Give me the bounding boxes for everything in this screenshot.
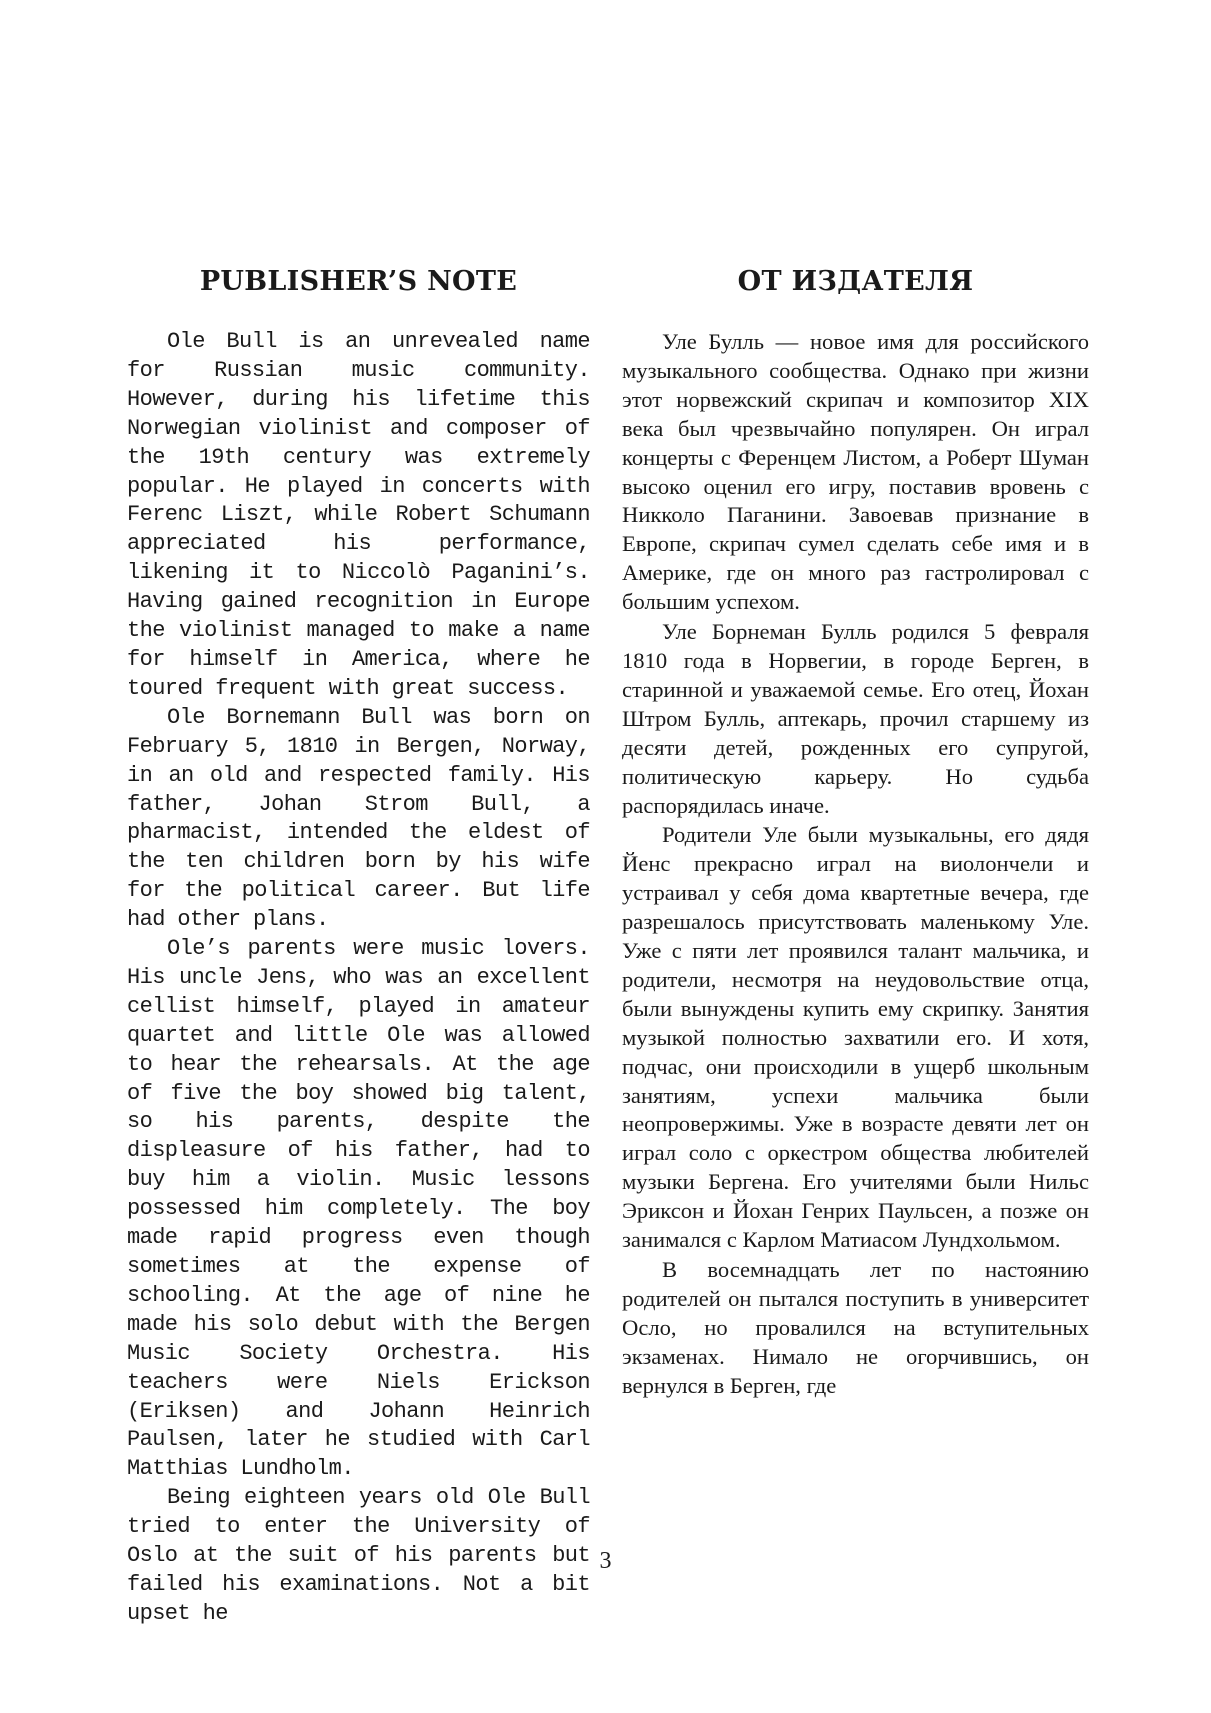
russian-paragraph-1: Уле Булль — новое имя для российского музыкального сообщества. Однако при жизни этот норвежский скрипач и композитор XIX века был чрезвычайно популярен. Он играл концерты с Ференцем Листом, а Роберт Шуман высоко оценил его игру, поставив вровень с Никколо Паганини. Завоевав признание в Европе, скрипач сумел сделать себе имя и в Америке, где он много раз гастролировал с большим успехом. [622,329,1089,615]
english-paragraph-2: Ole Bornemann Bull was born on February 5, 1810 in Bergen, Norway, in an old and respected family. His father, Johan Strom Bull, a pharmacist, intended the eldest of the ten children born by his wife for the political career. But life had other plans. [127,704,590,933]
english-column [127,262,590,1629]
russian-paragraph-2: Уле Борнеман Булль родился 5 февраля 1810 года в Норвегии, в городе Берген, в старинной и уважаемой семье. Его отец, Йохан Штром Булль, аптекарь, прочил старшему из десяти детей, рожденных его супругой, политическую карьеру. Но судьба распорядилась иначе. [622,619,1089,818]
page-number: 3 [599,1548,612,1574]
english-paragraph-3: Ole’s parents were music lovers. His uncle Jens, who was an excellent cellist himself, played in amateur quartet and little Ole was allowed to hear the rehearsals. At the age of five the boy showed big talent, so his parents, despite the displeasure of his father, had to buy him a violin. Music lessons possessed him completely. The boy made rapid progress even though sometimes at the expense of schooling. At the age of nine he made his solo debut with the Bergen Music Society Orchestra. His teachers were Niels Erickson (Eriksen) and Johann Heinrich Paulsen, later he studied with Carl Matthias Lundholm. [127,936,590,1482]
russian-column [622,262,1089,1401]
russian-title: ОТ ИЗДАТЕЛЯ [737,266,974,297]
russian-paragraph-4: В восемнадцать лет по настоянию родителей он пытался поступить в университет Осло, но провалился на вступительных экзаменах. Нимало не огорчившись, он вернулся в Берген, где [622,1257,1089,1398]
english-paragraph-1: Ole Bull is an unrevealed name for Russian music community. However, during his lifetime this Norwegian violinist and composer of the 19th century was extremely popular. He played in concerts with Ferenc Liszt, while Robert Schumann appreciated his performance, likening it to Niccolò Paganini’s. Having gained recognition in Europe the violinist managed to make a name for himself in America, where he toured frequent with great success. [127,329,590,701]
russian-paragraph-3: Родители Уле были музыкальны, его дядя Йенс прекрасно играл на виолончели и устраивал у себя дома квартетные вечера, где разрешалось присутствовать маленькому Уле. Уже с пяти лет проявился талант мальчика, и родители, несмотря на неудовольствие отца, были вынуждены купить ему скрипку. Занятия музыкой полностью захватили его. И хотя, подчас, они происходили в ущерб школьным занятиям, успехи мальчика были неопровержимы. Уже в возрасте девяти лет он играл соло с оркестром общества любителей музыки Бергена. Его учителями были Нильс Эриксон и Йохан Генрих Паульсен, а позже он занимался с Карлом Матиасом Лундхольмом. [622,822,1089,1253]
english-title: PUBLISHER’S NOTE [199,266,518,297]
english-paragraph-4: Being eighteen years old Ole Bull tried to enter the University of Oslo at the suit of his parents but failed his examinations. Not a bit upset he [127,1485,590,1626]
